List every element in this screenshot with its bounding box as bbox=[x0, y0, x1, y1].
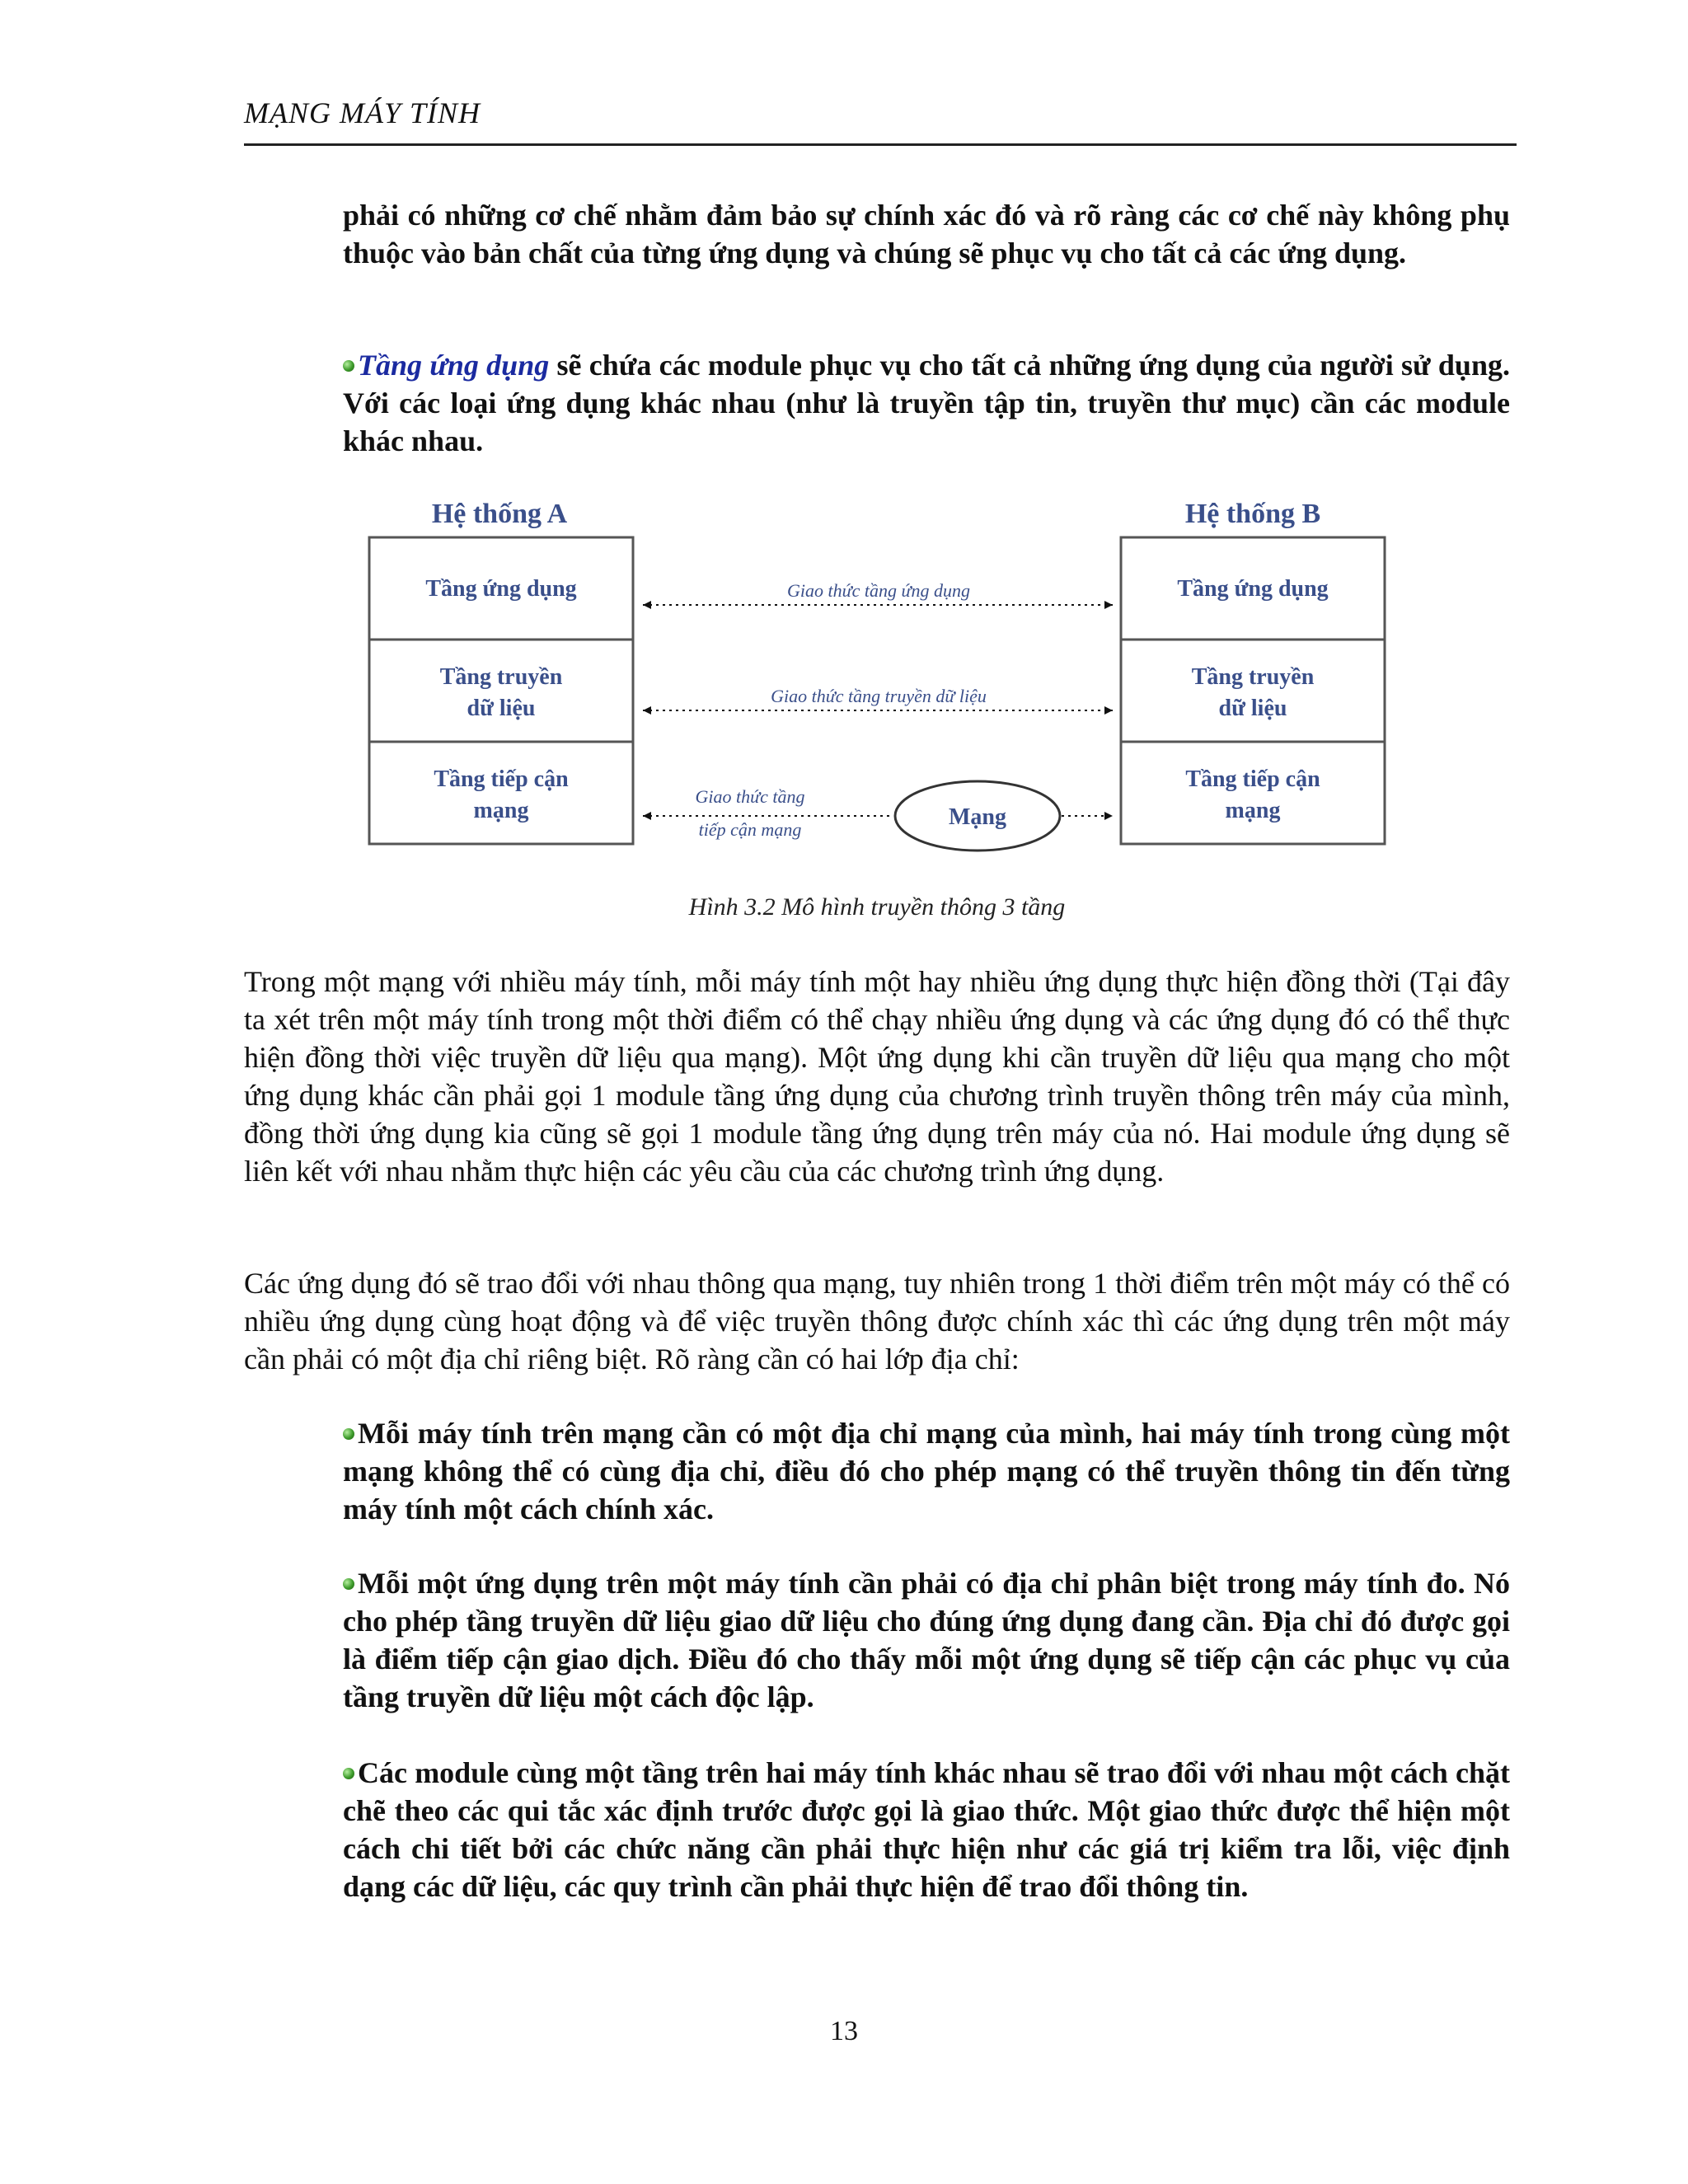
bullet-network-address bbox=[343, 1414, 1510, 1528]
system-a-transport-label-1: Tầng truyền bbox=[439, 664, 563, 690]
bullet-icon bbox=[343, 360, 354, 372]
system-b-transport-box bbox=[1121, 640, 1385, 742]
network-label: Mạng bbox=[949, 804, 1006, 830]
system-b-access-label-1: Tầng tiếp cận bbox=[1185, 766, 1320, 792]
figure-caption: Hình 3.2 Mô hình truyền thông 3 tầng bbox=[688, 893, 1066, 921]
three-layer-diagram bbox=[363, 491, 1401, 854]
diagram-svg bbox=[363, 491, 1401, 854]
paragraph-addressing: Các ứng dụng đó sẽ trao đổi với nhau thông qua mạng, tuy nhiên trong 1 thời điểm trên một máy có thể có nhiều ứng dụng cùng hoạt động và để việc truyền thông được chính xác thì các ứng dụng trên một máy cần phải có một địa chỉ riêng biệt. Rõ ràng cần có hai lớp địa chỉ: bbox=[244, 1267, 1510, 1376]
system-b-transport-label-1: Tầng truyền bbox=[1191, 664, 1315, 690]
system-b-transport-label-2: dữ liệu bbox=[1218, 696, 1287, 721]
paragraph-application-layer-text: sẽ chứa các module phục vụ cho tất cả những ứng dụng của người sử dụng. Với các loại ứng dụng khác nhau (như là truyền tập tin, truyền thư mục) cần các module khác nhau. bbox=[343, 349, 1510, 457]
bullet-icon bbox=[343, 1768, 354, 1779]
bullet-protocol-text: Các module cùng một tầng trên hai máy tính khác nhau sẽ trao đổi với nhau một cách chặt chẽ theo các qui tắc xác định trước được gọi là giao thức. Một giao thức được thể hiện một cách chi tiết bởi các chức năng cần phải thực hiện như các giá trị kiểm tra lỗi, việc định dạng các dữ liệu, các quy trình cần phải thực hiện để trao đổi thông tin. bbox=[343, 1756, 1510, 1903]
system-a-stack bbox=[369, 537, 633, 844]
bullet-application-address-text: Mỗi một ứng dụng trên một máy tính cần phải có địa chỉ phân biệt trong máy tính đo. Nó cho phép tầng truyền dữ liệu giao dữ liệu cho đúng ứng dụng đang cần. Địa chỉ đó được gọi là điểm tiếp cận giao dịch. Điều đó cho thấy mỗi một ứng dụng sẽ tiếp cận các phục vụ của tầng truyền dữ liệu một cách độc lập. bbox=[343, 1567, 1510, 1713]
paragraph-mechanisms: phải có những cơ chế nhằm đảm bảo sự chính xác đó và rõ ràng các cơ chế này không phụ thuộc vào bản chất của từng ứng dụng và chúng sẽ phục vụ cho tất cả các ứng dụng. bbox=[343, 199, 1510, 269]
system-a-title: Hệ thống A bbox=[431, 499, 568, 529]
application-protocol-label: Giao thức tầng ứng dụng bbox=[787, 580, 970, 601]
system-a-access-label-1: Tầng tiếp cận bbox=[434, 766, 569, 792]
system-b-application-label: Tầng ứng dụng bbox=[1177, 576, 1329, 602]
transport-protocol-label: Giao thức tầng truyền dữ liệu bbox=[771, 686, 987, 706]
system-a-transport-box bbox=[369, 640, 633, 742]
access-protocol-label-1: Giao thức tầng bbox=[695, 786, 805, 807]
system-b-access-label-2: mạng bbox=[1225, 798, 1281, 823]
header-title: MẠNG MÁY TÍNH bbox=[244, 96, 481, 129]
page-number: 13 bbox=[830, 2016, 858, 2046]
page-header bbox=[244, 92, 1517, 146]
bullet-protocol bbox=[343, 1754, 1510, 1905]
system-a-application-label: Tầng ứng dụng bbox=[425, 576, 577, 602]
bullet-network-address-text: Mỗi máy tính trên mạng cần có một địa chỉ mạng của mình, hai máy tính trong cùng một mạng không thể có cùng địa chỉ, điều đó cho phép mạng có thể truyền thông tin đến từng máy tính một cách chính xác. bbox=[343, 1417, 1510, 1526]
paragraph-multiple-apps: Trong một mạng với nhiều máy tính, mỗi máy tính một hay nhiều ứng dụng thực hiện đồng thời (Tại đây ta xét trên một máy tính trong một thời điểm có thể chạy nhiều ứng dụng và các ứng dụng đó có thể thực hiện đồng thời việc truyền dữ liệu qua mạng). Một ứng dụng khi cần truyền dữ liệu qua mạng cho một ứng dụng khác cần phải gọi 1 module tầng ứng dụng của chương trình truyền thông trên máy của mình, đồng thời ứng dụng kia cũng sẽ gọi 1 module tầng ứng dụng trên máy của nó. Hai module ứng dụng sẽ liên kết với nhau nhằm thực hiện các yêu cầu của các chương trình ứng dụng. bbox=[244, 965, 1510, 1188]
system-b-stack bbox=[1121, 537, 1385, 844]
bullet-icon bbox=[343, 1578, 354, 1590]
paragraph-application-layer bbox=[343, 346, 1510, 460]
access-protocol-label-2: tiếp cận mạng bbox=[698, 819, 802, 840]
system-a-transport-label-2: dữ liệu bbox=[467, 696, 536, 721]
bullet-icon bbox=[343, 1428, 354, 1440]
system-a-access-label-2: mạng bbox=[473, 798, 529, 823]
system-b-title: Hệ thống B bbox=[1184, 499, 1321, 529]
system-b-access-box bbox=[1121, 742, 1385, 844]
term-application-layer: Tầng ứng dụng bbox=[358, 349, 550, 382]
bullet-application-address bbox=[343, 1564, 1510, 1716]
system-a-access-box bbox=[369, 742, 633, 844]
